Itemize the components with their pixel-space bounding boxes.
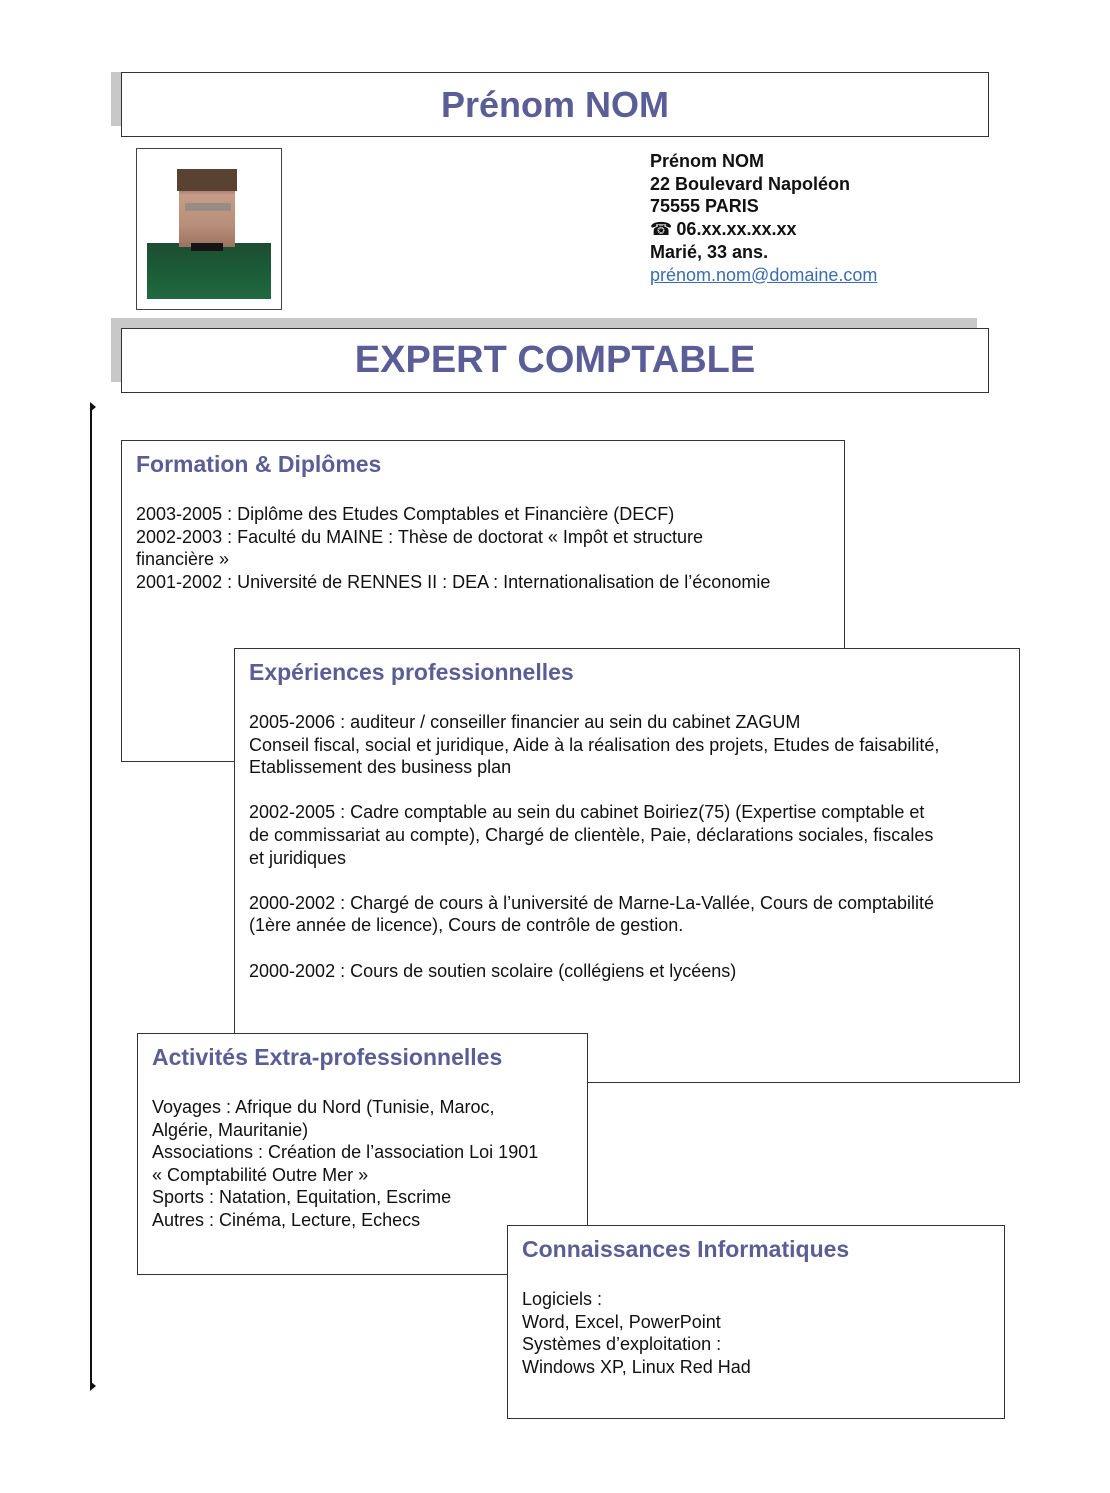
experience-item bbox=[249, 892, 1005, 937]
formation-line: 2003-2005 : Diplôme des Etudes Comptables et Financière (DECF) bbox=[136, 504, 675, 524]
activity-line: Autres : Cinéma, Lecture, Echecs bbox=[152, 1209, 421, 1230]
activity-line: Associations : Création de l’association Loi 1901 bbox=[152, 1142, 539, 1163]
contact-email-link[interactable]: prénom.nom@domaine.com bbox=[650, 264, 878, 285]
formation-line: 2001-2002 : Université de RENNES II : DEA : Internationalisation de l’économie bbox=[136, 571, 771, 592]
experience-line: Etablissement des business plan bbox=[249, 757, 512, 778]
section-title: Expériences professionnelles bbox=[249, 659, 574, 685]
experience-line: et juridiques bbox=[249, 847, 347, 868]
formation-line: 2002-2003 : Faculté du MAINE : Thèse de doctorat « Impôt et structure bbox=[136, 526, 703, 547]
activity-line: Algérie, Mauritanie) bbox=[152, 1119, 309, 1140]
job-title-header bbox=[121, 328, 989, 393]
contact-city: 75555 PARIS bbox=[650, 196, 759, 217]
arrow-right-icon bbox=[90, 1381, 96, 1391]
activity-line: « Comptabilité Outre Mer » bbox=[152, 1164, 369, 1185]
experience-line: 2002-2005 : Cadre comptable au sein du cabinet Boiriez(75) (Expertise comptable et bbox=[249, 802, 925, 823]
section-title: Activités Extra-professionnelles bbox=[152, 1044, 503, 1070]
experience-line: Conseil fiscal, social et juridique, Aide à la réalisation des projets, Etudes de faisabilité, bbox=[249, 734, 940, 755]
experience-item bbox=[249, 960, 1005, 983]
it-line: Logiciels : bbox=[522, 1289, 603, 1309]
it-line: Systèmes d’exploitation : bbox=[522, 1334, 722, 1355]
contact-phone-row bbox=[650, 218, 877, 241]
contact-address: 22 Boulevard Napoléon bbox=[650, 173, 851, 194]
job-title: EXPERT COMPTABLE bbox=[354, 339, 756, 381]
experience-line: (1ère année de licence), Cours de contrôle de gestion. bbox=[249, 915, 684, 936]
experience-line: de commissariat au compte), Chargé de clientèle, Paie, déclarations sociales, fiscales bbox=[249, 824, 934, 845]
activity-line: Voyages : Afrique du Nord (Tunisie, Maroc, bbox=[152, 1097, 495, 1117]
timeline-line bbox=[90, 406, 92, 1388]
contact-block bbox=[650, 150, 877, 286]
contact-phone: 06.xx.xx.xx.xx bbox=[676, 219, 797, 240]
section-title: Connaissances Informatiques bbox=[522, 1236, 850, 1262]
experience-line: 2000-2002 : Cours de soutien scolaire (collégiens et lycéens) bbox=[249, 960, 737, 981]
arrow-right-icon bbox=[90, 402, 96, 412]
profile-photo-frame bbox=[136, 148, 282, 310]
it-line: Windows XP, Linux Red Had bbox=[522, 1356, 751, 1377]
name-header bbox=[121, 72, 989, 137]
job-header-shadow-side bbox=[111, 318, 121, 382]
job-header-shadow bbox=[111, 318, 977, 328]
section-experiences bbox=[234, 648, 1020, 1083]
phone-icon: ☎ bbox=[650, 219, 673, 240]
name-title: Prénom NOM bbox=[440, 83, 670, 125]
section-informatique bbox=[507, 1225, 1005, 1419]
contact-name: Prénom NOM bbox=[650, 151, 765, 171]
name-header-shadow bbox=[111, 72, 121, 126]
formation-line: financière » bbox=[136, 549, 230, 570]
it-line: Word, Excel, PowerPoint bbox=[522, 1311, 721, 1332]
section-title: Formation & Diplômes bbox=[136, 451, 382, 477]
experience-item bbox=[249, 801, 1005, 869]
experience-item bbox=[249, 711, 1005, 779]
contact-status: Marié, 33 ans. bbox=[650, 241, 769, 262]
profile-photo bbox=[147, 159, 271, 299]
activity-line: Sports : Natation, Equitation, Escrime bbox=[152, 1187, 452, 1208]
experience-line: 2000-2002 : Chargé de cours à l’université de Marne-La-Vallée, Cours de comptabilité bbox=[249, 892, 935, 913]
experience-line: 2005-2006 : auditeur / conseiller financier au sein du cabinet ZAGUM bbox=[249, 712, 801, 732]
